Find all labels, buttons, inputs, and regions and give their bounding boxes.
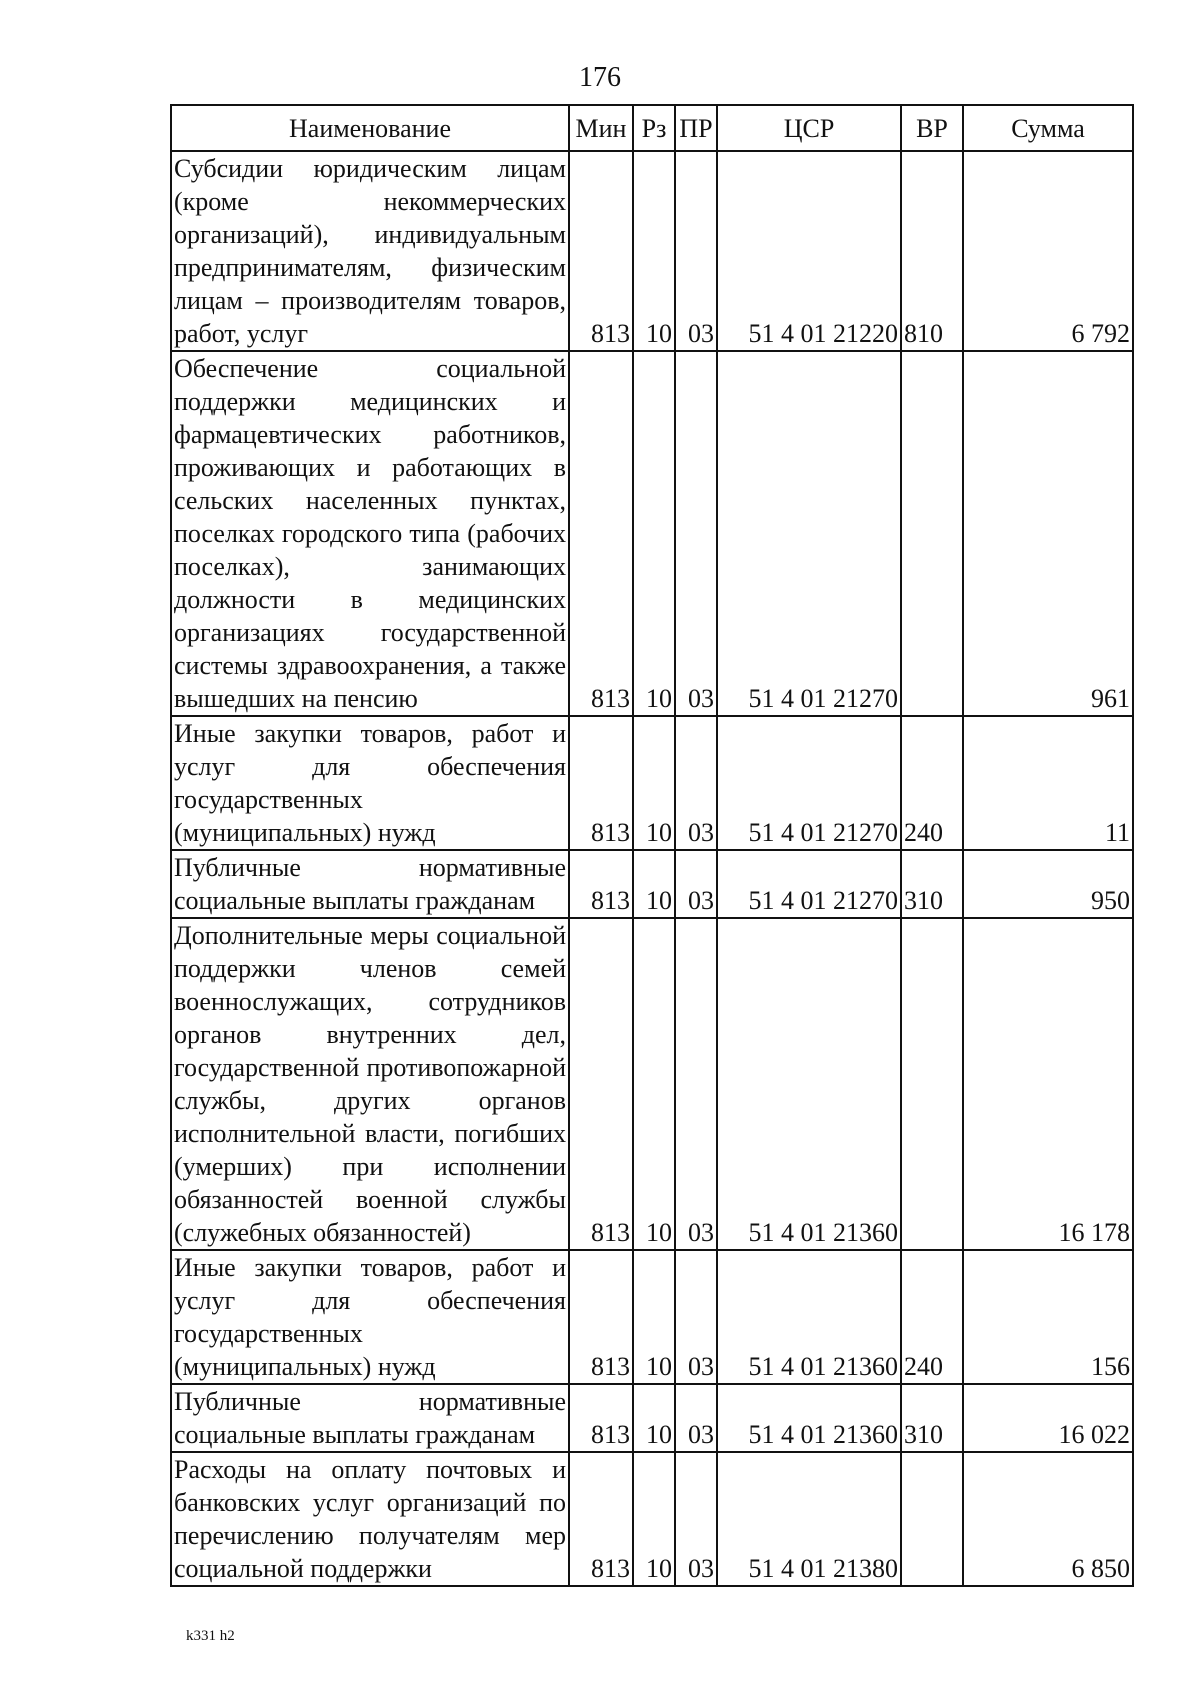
- row-vr: [901, 1452, 963, 1586]
- row-sum: 11: [963, 716, 1133, 850]
- row-rz: 10: [633, 1384, 675, 1452]
- table-row: [171, 716, 1133, 850]
- table-row: [171, 918, 1133, 1250]
- row-min: 813: [569, 850, 633, 918]
- row-name: Субсидии юридическим лицам (кроме некоммерческих организаций), индивидуальным предпринимателям, физическим лицам – производителям товаров, работ, услуг: [171, 151, 569, 351]
- row-sum: 961: [963, 351, 1133, 716]
- row-min: 813: [569, 1250, 633, 1384]
- row-sum: 950: [963, 850, 1133, 918]
- row-name: Публичные нормативные социальные выплаты гражданам: [171, 1384, 569, 1452]
- row-name: Иные закупки товаров, работ и услуг для обеспечения государственных (муниципальных) нужд: [171, 716, 569, 850]
- row-csr: 51 4 01 21270: [717, 850, 901, 918]
- row-csr: 51 4 01 21360: [717, 1384, 901, 1452]
- row-vr: 240: [901, 716, 963, 850]
- row-min: 813: [569, 1452, 633, 1586]
- row-pr: 03: [675, 151, 717, 351]
- table-row: [171, 351, 1133, 716]
- row-csr: 51 4 01 21270: [717, 351, 901, 716]
- page-number: 176: [579, 62, 621, 93]
- row-rz: 10: [633, 1250, 675, 1384]
- row-csr: 51 4 01 21360: [717, 918, 901, 1250]
- table-header-row: [171, 105, 1133, 151]
- column-header-min: Мин: [569, 105, 633, 151]
- row-sum: 16 022: [963, 1384, 1133, 1452]
- row-pr: 03: [675, 850, 717, 918]
- footer-code: k331 h2: [186, 1628, 235, 1644]
- table-row: [171, 151, 1133, 351]
- row-vr: 810: [901, 151, 963, 351]
- row-min: 813: [569, 716, 633, 850]
- row-csr: 51 4 01 21380: [717, 1452, 901, 1586]
- row-csr: 51 4 01 21220: [717, 151, 901, 351]
- row-vr: [901, 351, 963, 716]
- table-row: [171, 1452, 1133, 1586]
- row-pr: 03: [675, 1384, 717, 1452]
- row-sum: 6 850: [963, 1452, 1133, 1586]
- row-sum: 6 792: [963, 151, 1133, 351]
- column-header-name: Наименование: [171, 105, 569, 151]
- row-pr: 03: [675, 1250, 717, 1384]
- row-min: 813: [569, 151, 633, 351]
- budget-table: [170, 104, 1134, 1587]
- row-vr: 310: [901, 850, 963, 918]
- row-rz: 10: [633, 918, 675, 1250]
- row-rz: 10: [633, 151, 675, 351]
- row-min: 813: [569, 1384, 633, 1452]
- row-name: Публичные нормативные социальные выплаты гражданам: [171, 850, 569, 918]
- table-row: [171, 1384, 1133, 1452]
- row-sum: 156: [963, 1250, 1133, 1384]
- column-header-vr: ВР: [901, 105, 963, 151]
- row-pr: 03: [675, 351, 717, 716]
- column-header-rz: Рз: [633, 105, 675, 151]
- row-name: Дополнительные меры социальной поддержки членов семей военнослужащих, сотрудников органов внутренних дел, государственной противопожарной службы, других органов исполнительной власти, погибших (умерших) при исполнении обязанностей военной службы (служебных обязанностей): [171, 918, 569, 1250]
- row-name: Иные закупки товаров, работ и услуг для обеспечения государственных (муниципальных) нужд: [171, 1250, 569, 1384]
- row-min: 813: [569, 918, 633, 1250]
- column-header-sum: Сумма: [963, 105, 1133, 151]
- row-vr: 310: [901, 1384, 963, 1452]
- row-name: Расходы на оплату почтовых и банковских услуг организаций по перечислению получателям мер социальной поддержки: [171, 1452, 569, 1586]
- row-sum: 16 178: [963, 918, 1133, 1250]
- table-row: [171, 850, 1133, 918]
- row-vr: [901, 918, 963, 1250]
- column-header-csr: ЦСР: [717, 105, 901, 151]
- row-csr: 51 4 01 21360: [717, 1250, 901, 1384]
- row-csr: 51 4 01 21270: [717, 716, 901, 850]
- row-pr: 03: [675, 918, 717, 1250]
- row-min: 813: [569, 351, 633, 716]
- row-rz: 10: [633, 1452, 675, 1586]
- row-vr: 240: [901, 1250, 963, 1384]
- row-rz: 10: [633, 351, 675, 716]
- row-rz: 10: [633, 850, 675, 918]
- row-rz: 10: [633, 716, 675, 850]
- row-pr: 03: [675, 716, 717, 850]
- column-header-pr: ПР: [675, 105, 717, 151]
- table-row: [171, 1250, 1133, 1384]
- row-name: Обеспечение социальной поддержки медицинских и фармацевтических работников, проживающих и работающих в сельских населенных пунктах, поселках городского типа (рабочих поселках), занимающих должности в медицинских организациях государственной системы здравоохранения, а также вышедших на пенсию: [171, 351, 569, 716]
- row-pr: 03: [675, 1452, 717, 1586]
